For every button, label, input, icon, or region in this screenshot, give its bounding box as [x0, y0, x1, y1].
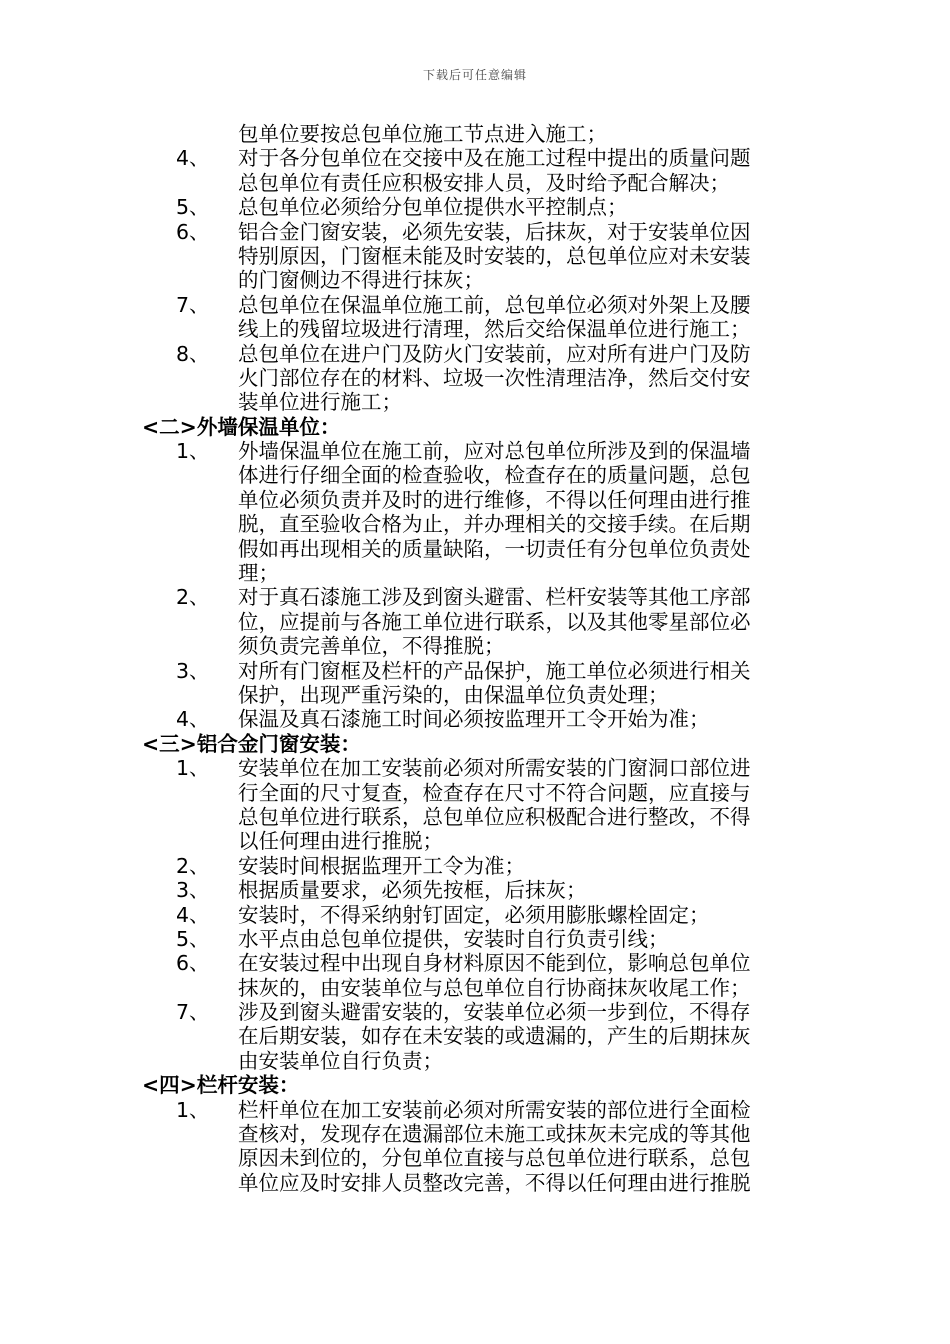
list-item-text: 外墙保温单位在施工前，应对总包单位所涉及到的保温墙 [238, 439, 751, 464]
list-item-text: 根据质量要求，必须先按框，后抹灰； [238, 878, 587, 903]
section-heading-text: <三>铝合金门窗安装： [142, 731, 361, 756]
list-item-text: 的门窗侧边不得进行抹灰； [238, 268, 484, 293]
list-item-text: 特别原因，门窗框未能及时安装的，总包单位应对未安装 [238, 243, 751, 268]
list-item-number: 1、 [176, 756, 210, 781]
list-item-line [0, 878, 950, 902]
list-item-text: 安装时间根据监理开工令为准； [238, 853, 525, 878]
list-item-line [0, 122, 950, 146]
list-item-line [0, 439, 950, 463]
list-item-number: 4、 [176, 902, 210, 927]
list-item-line [0, 707, 950, 731]
list-item-text: 总包单位在保温单位施工前，总包单位必须对外架上及腰 [238, 292, 751, 317]
list-item-line [0, 512, 950, 536]
list-item-text: 体进行仔细全面的检查验收，检查存在的质量问题，总包 [238, 463, 751, 488]
list-item-number: 6、 [176, 951, 210, 976]
list-item-line [0, 1000, 950, 1024]
list-item-text: 对于各分包单位在交接中及在施工过程中提出的质量问题 [238, 146, 751, 171]
list-item-line [0, 390, 950, 414]
page-header: 下载后可任意编辑 [422, 68, 527, 82]
list-item-line [0, 781, 950, 805]
list-item-text: 在安装过程中出现自身材料原因不能到位，影响总包单位 [238, 951, 751, 976]
list-item-line [0, 659, 950, 683]
list-item-number: 5、 [176, 926, 210, 951]
list-item-line [0, 1098, 950, 1122]
list-item-line [0, 976, 950, 1000]
list-item-text: 火门部位存在的材料、垃圾一次性清理洁净，然后交付安 [238, 365, 751, 390]
list-item-line [0, 951, 950, 975]
list-item-text: 安装单位在加工安装前必须对所需安装的门窗洞口部位进 [238, 756, 751, 781]
list-item-text: 栏杆单位在加工安装前必须对所需安装的部位进行全面检 [238, 1097, 751, 1122]
list-item-line [0, 683, 950, 707]
list-item-text: 假如再出现相关的质量缺陷，一切责任有分包单位负责处 [238, 536, 751, 561]
section-heading [0, 1073, 950, 1097]
list-item-text: 安装时，不得采纳射钉固定，必须用膨胀螺栓固定； [238, 902, 710, 927]
list-item-line [0, 585, 950, 609]
list-item-text: 保护，出现严重污染的，由保温单位负责处理； [238, 682, 669, 707]
list-item-line [0, 927, 950, 951]
list-item-line [0, 220, 950, 244]
list-item-text: 理； [238, 561, 279, 586]
list-item-line [0, 1146, 950, 1170]
list-item-number: 5、 [176, 195, 210, 220]
section-heading-text: <四>栏杆安装： [142, 1073, 300, 1098]
list-item-number: 7、 [176, 1000, 210, 1025]
list-item-text: 装单位进行施工； [238, 390, 402, 415]
list-item-line [0, 171, 950, 195]
list-item-number: 6、 [176, 219, 210, 244]
list-item-number: 3、 [176, 878, 210, 903]
list-item-line [0, 537, 950, 561]
list-item-line [0, 829, 950, 853]
list-item-number: 1、 [176, 1097, 210, 1122]
list-item-line [0, 366, 950, 390]
list-item-number: 8、 [176, 341, 210, 366]
list-item-text: 线上的残留垃圾进行清理，然后交给保温单位进行施工； [238, 317, 751, 342]
list-item-text: 抹灰的，由安装单位与总包单位自行协商抹灰收尾工作； [238, 975, 751, 1000]
list-item-number: 4、 [176, 707, 210, 732]
section-heading [0, 732, 950, 756]
list-item-text: 水平点由总包单位提供，安装时自行负责引线； [238, 926, 669, 951]
list-item-text: 行全面的尺寸复查，检查存在尺寸不符合问题，应直接与 [238, 780, 751, 805]
list-item-number: 7、 [176, 292, 210, 317]
list-item-text: 由安装单位自行负责； [238, 1048, 443, 1073]
section-heading-text: <二>外墙保温单位： [142, 414, 341, 439]
list-item-text: 保温及真石漆施工时间必须按监理开工令开始为准； [238, 707, 710, 732]
section-heading [0, 415, 950, 439]
list-item-line [0, 463, 950, 487]
list-item-text: 单位必须负责并及时的进行维修，不得以任何理由进行推 [238, 487, 751, 512]
document-body [0, 122, 950, 1195]
list-item-text: 位，应提前与各施工单位进行联系，以及其他零星部位必 [238, 609, 751, 634]
list-item-text: 须负责完善单位，不得推脱； [238, 634, 505, 659]
list-item-line [0, 195, 950, 219]
list-item-text: 铝合金门窗安装，必须先安装，后抹灰，对于安装单位因 [238, 219, 751, 244]
list-item-line [0, 1049, 950, 1073]
list-item-text: 包单位要按总包单位施工节点进入施工； [238, 122, 607, 146]
list-item-text: 总包单位在进户门及防火门安装前，应对所有进户门及防 [238, 341, 751, 366]
list-item-line [0, 268, 950, 292]
list-item-text: 涉及到窗头避雷安装的，安装单位必须一步到位，不得存 [238, 1000, 751, 1025]
list-item-text: 脱，直至验收合格为止，并办理相关的交接手续。在后期 [238, 512, 751, 537]
list-item-number: 2、 [176, 585, 210, 610]
list-item-text: 总包单位有责任应积极安排人员，及时给予配合解决； [238, 170, 730, 195]
list-item-line [0, 634, 950, 658]
list-item-line [0, 244, 950, 268]
list-item-line [0, 488, 950, 512]
list-item-text: 原因未到位的，分包单位直接与总包单位进行联系，总包 [238, 1146, 751, 1171]
list-item-text: 查核对，发现存在遗漏部位未施工或抹灰未完成的等其他 [238, 1122, 751, 1147]
list-item-line [0, 903, 950, 927]
list-item-line [0, 610, 950, 634]
list-item-line [0, 756, 950, 780]
list-item-text: 总包单位必须给分包单位提供水平控制点； [238, 195, 628, 220]
list-item-text: 对所有门窗框及栏杆的产品保护，施工单位必须进行相关 [238, 658, 751, 683]
list-item-text: 单位应及时安排人员整改完善，不得以任何理由进行推脱 [238, 1170, 751, 1195]
list-item-line [0, 854, 950, 878]
list-item-text: 总包单位进行联系，总包单位应积极配合进行整改，不得 [238, 804, 751, 829]
list-item-line [0, 293, 950, 317]
list-item-number: 1、 [176, 439, 210, 464]
list-item-number: 3、 [176, 658, 210, 683]
list-item-line [0, 805, 950, 829]
list-item-line [0, 1122, 950, 1146]
list-item-text: 以任何理由进行推脱； [238, 829, 443, 854]
list-item-line [0, 1171, 950, 1195]
list-item-text: 在后期安装，如存在未安装的或遗漏的，产生的后期抹灰 [238, 1024, 751, 1049]
list-item-number: 2、 [176, 853, 210, 878]
list-item-text: 对于真石漆施工涉及到窗头避雷、栏杆安装等其他工序部 [238, 585, 751, 610]
list-item-line [0, 317, 950, 341]
list-item-line [0, 561, 950, 585]
list-item-line [0, 1024, 950, 1048]
list-item-line [0, 342, 950, 366]
list-item-line [0, 146, 950, 170]
list-item-number: 4、 [176, 146, 210, 171]
